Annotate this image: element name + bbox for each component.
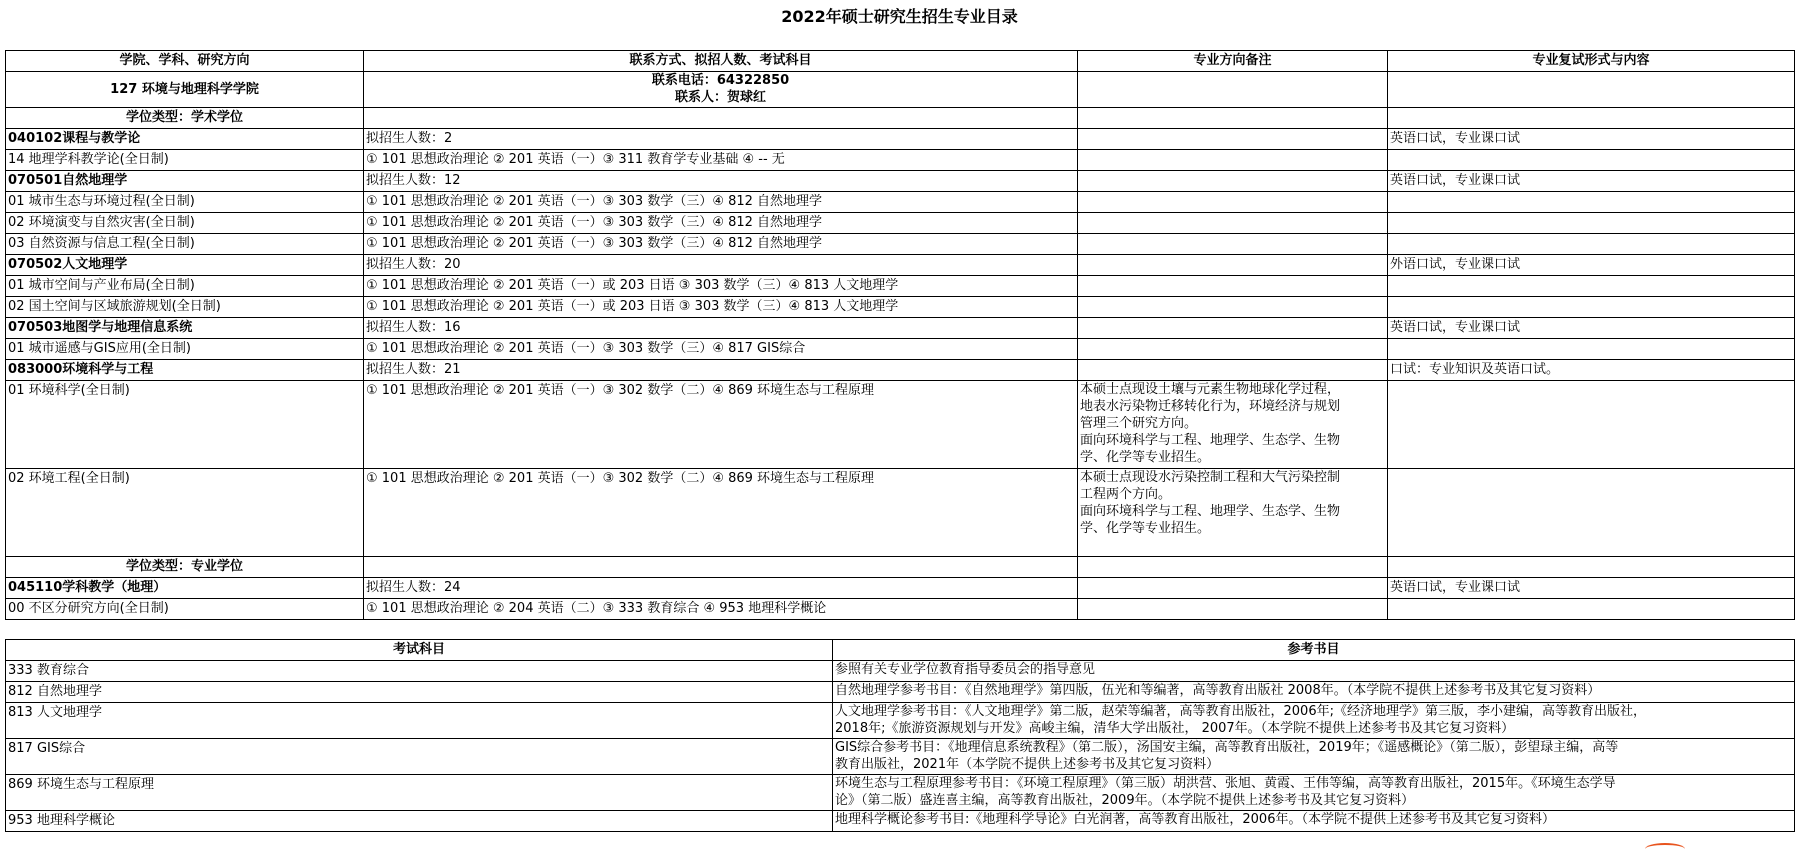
direction-row (6, 213, 1795, 234)
empty-cell (1388, 297, 1795, 318)
exam-subject: 817 GIS综合 (6, 739, 833, 775)
empty-cell (1388, 192, 1795, 213)
direction-note (1078, 381, 1388, 469)
direction-row (6, 234, 1795, 255)
retest-format: 英语口试，专业课口试 (1388, 318, 1795, 339)
reference-books (833, 661, 1795, 682)
empty-cell (1078, 318, 1388, 339)
empty-cell (1078, 255, 1388, 276)
reference-books-line: 环境生态与工程原理参考书目：《环境工程原理》（第三版）胡洪营、张旭、黄霞、王伟等编，高等教育出版社，2015年。《环境生态学导 (835, 776, 1616, 791)
major-row (6, 360, 1795, 381)
direction-name: 00 不区分研究方向(全日制) (6, 599, 364, 620)
enroll-count: 拟招生人数：16 (364, 318, 1078, 339)
exam-subjects: ① 101 思想政治理论 ② 201 英语（一）③ 302 数学（二）④ 869 环境生态与工程原理 (364, 469, 1078, 557)
reference-books (833, 811, 1795, 832)
retest-format: 外语口试，专业课口试 (1388, 255, 1795, 276)
reference-header-row (6, 640, 1795, 661)
empty-cell (1078, 276, 1388, 297)
enroll-count: 拟招生人数：2 (364, 129, 1078, 150)
catalog-table (5, 50, 1795, 620)
direction-note-line: 本硕士点现设水污染控制工程和大气污染控制 (1080, 470, 1341, 485)
empty-cell (1388, 339, 1795, 360)
empty-cell (1388, 276, 1795, 297)
reference-books-line: 2018年;《旅游资源规划与开发》高峻主编，清华大学出版社， 2007年。（本学院不提供上述参考书及其它复习资料） (835, 721, 1515, 736)
direction-row (6, 150, 1795, 171)
header-direction-notes: 专业方向备注 (1078, 51, 1388, 72)
direction-name: 01 环境科学(全日制) (6, 381, 364, 469)
empty-cell (1388, 150, 1795, 171)
reference-books-body (6, 640, 1795, 832)
header-retest: 专业复试形式与内容 (1388, 51, 1795, 72)
pen-mark (1645, 843, 1685, 855)
direction-row (6, 469, 1795, 557)
reference-books (833, 682, 1795, 703)
table-header-row (6, 51, 1795, 72)
retest-format: 口试：专业知识及英语口试。 (1388, 360, 1795, 381)
header-college-discipline: 学院、学科、研究方向 (6, 51, 364, 72)
direction-row (6, 381, 1795, 469)
reference-books (833, 775, 1795, 811)
empty-cell (1078, 599, 1388, 620)
direction-row (6, 276, 1795, 297)
catalog-table-body (6, 51, 1795, 620)
exam-subject: 953 地理科学概论 (6, 811, 833, 832)
reference-books-line: 人文地理学参考书目：《人文地理学》第二版，赵荣等编著，高等教育出版社，2006年;《经济地理学》第三版，李小建编，高等教育出版社， (835, 704, 1646, 719)
reference-books-table (5, 639, 1795, 832)
empty-cell (1078, 360, 1388, 381)
degree-type-academic-row (6, 108, 1795, 129)
empty-cell (1078, 234, 1388, 255)
reference-books-line: GIS综合参考书目：《地理信息系统教程》（第二版），汤国安主编，高等教育出版社，2019年；《遥感概论》（第二版），彭望琭主编，高等 (835, 740, 1619, 755)
direction-row (6, 599, 1795, 620)
reference-row (6, 682, 1795, 703)
empty-cell (1078, 339, 1388, 360)
reference-books (833, 703, 1795, 739)
exam-subjects: ① 101 思想政治理论 ② 201 英语（一）③ 303 数学（三）④ 817 GIS综合 (364, 339, 1078, 360)
enroll-count: 拟招生人数：21 (364, 360, 1078, 381)
reference-books (833, 739, 1795, 775)
retest-format: 英语口试，专业课口试 (1388, 578, 1795, 599)
exam-subject: 812 自然地理学 (6, 682, 833, 703)
header-exam-subject: 考试科目 (6, 640, 833, 661)
direction-name: 01 城市空间与产业布局(全日制) (6, 276, 364, 297)
exam-subjects: ① 101 思想政治理论 ② 201 英语（一）③ 303 数学（三）④ 812 自然地理学 (364, 213, 1078, 234)
degree-type-professional-row (6, 557, 1795, 578)
major-name: 070503地图学与地理信息系统 (6, 318, 364, 339)
empty-cell (1078, 578, 1388, 599)
direction-name: 03 自然资源与信息工程(全日制) (6, 234, 364, 255)
exam-subjects: ① 101 思想政治理论 ② 201 英语（一）或 203 日语 ③ 303 数学（三）④ 813 人文地理学 (364, 276, 1078, 297)
retest-format: 英语口试，专业课口试 (1388, 171, 1795, 192)
exam-subjects: ① 101 思想政治理论 ② 201 英语（一）③ 303 数学（三）④ 812 自然地理学 (364, 234, 1078, 255)
reference-row (6, 811, 1795, 832)
reference-books-line: 参照有关专业学位教育指导委员会的指导意见 (835, 662, 1096, 677)
exam-subjects: ① 101 思想政治理论 ② 201 英语（一）或 203 日语 ③ 303 数学（三）④ 813 人文地理学 (364, 297, 1078, 318)
degree-type-academic: 学位类型：学术学位 (6, 108, 364, 129)
empty-cell (1388, 213, 1795, 234)
degree-type-professional: 学位类型：专业学位 (6, 557, 364, 578)
empty-cell (1078, 297, 1388, 318)
reference-row (6, 703, 1795, 739)
college-name: 127 环境与地理科学学院 (6, 72, 364, 108)
direction-note (1078, 469, 1388, 557)
exam-subjects: ① 101 思想政治理论 ② 201 英语（一）③ 303 数学（三）④ 812 自然地理学 (364, 192, 1078, 213)
direction-note-line: 面向环境科学与工程、地理学、生态学、生物 (1080, 504, 1341, 519)
major-row (6, 129, 1795, 150)
enroll-count: 拟招生人数：12 (364, 171, 1078, 192)
exam-subjects: ① 101 思想政治理论 ② 201 英语（一）③ 302 数学（二）④ 869 环境生态与工程原理 (364, 381, 1078, 469)
empty-cell (1388, 108, 1795, 129)
major-name: 070501自然地理学 (6, 171, 364, 192)
major-row (6, 318, 1795, 339)
major-row (6, 255, 1795, 276)
direction-name: 14 地理学科教学论(全日制) (6, 150, 364, 171)
reference-row (6, 775, 1795, 811)
empty-cell (1388, 381, 1795, 469)
exam-subject: 333 教育综合 (6, 661, 833, 682)
empty-cell (1388, 599, 1795, 620)
reference-row (6, 739, 1795, 775)
empty-cell (1388, 557, 1795, 578)
empty-cell (1388, 469, 1795, 557)
exam-subject: 813 人文地理学 (6, 703, 833, 739)
major-row (6, 171, 1795, 192)
direction-note-line: 管理三个研究方向。 (1080, 416, 1198, 431)
direction-note-line: 学、化学等专业招生。 (1080, 450, 1211, 465)
major-name: 083000环境科学与工程 (6, 360, 364, 381)
college-phone: 联系电话：64322850 (651, 73, 790, 88)
exam-subject: 869 环境生态与工程原理 (6, 775, 833, 811)
major-name: 070502人文地理学 (6, 255, 364, 276)
enroll-count: 拟招生人数：20 (364, 255, 1078, 276)
direction-name: 01 城市生态与环境过程(全日制) (6, 192, 364, 213)
direction-note-line: 地表水污染物迁移转化行为，环境经济与规划 (1080, 399, 1341, 414)
empty-cell (1078, 171, 1388, 192)
direction-row (6, 192, 1795, 213)
direction-name: 02 环境演变与自然灾害(全日制) (6, 213, 364, 234)
empty-cell (1078, 192, 1388, 213)
direction-note-line: 本硕士点现设土壤与元素生物地球化学过程， (1080, 382, 1341, 397)
direction-row (6, 339, 1795, 360)
reference-books-line: 教育出版社，2021年（本学院不提供上述参考书及其它复习资料） (835, 757, 1220, 772)
direction-note-line: 工程两个方向。 (1080, 487, 1172, 502)
empty-cell (1078, 129, 1388, 150)
direction-name: 01 城市遥感与GIS应用(全日制) (6, 339, 364, 360)
major-name: 045110学科教学（地理） (6, 578, 364, 599)
exam-subjects: ① 101 思想政治理论 ② 201 英语（一）③ 311 教育学专业基础 ④ -- 无 (364, 150, 1078, 171)
reference-books-line: 地理科学概论参考书目:《地理科学导论》白光润著，高等教育出版社，2006年。（本学院不提供上述参考书及其它复习资料） (835, 812, 1555, 827)
direction-name: 02 国土空间与区域旅游规划(全日制) (6, 297, 364, 318)
direction-row (6, 297, 1795, 318)
empty-cell (1078, 108, 1388, 129)
empty-cell (1388, 234, 1795, 255)
college-contact-person: 联系人：贺球红 (674, 90, 766, 105)
major-row (6, 578, 1795, 599)
page-title: 2022年硕士研究生招生专业目录 (781, 7, 1018, 26)
retest-format: 英语口试，专业课口试 (1388, 129, 1795, 150)
reference-row (6, 661, 1795, 682)
college-contact (364, 72, 1078, 108)
college-row (6, 72, 1795, 108)
reference-books-line: 自然地理学参考书目：《自然地理学》第四版，伍光和等编著，高等教育出版社 2008年。（本学院不提供上述参考书及其它复习资料） (835, 683, 1601, 698)
major-name: 040102课程与教学论 (6, 129, 364, 150)
empty-cell (1078, 150, 1388, 171)
direction-note-line: 学、化学等专业招生。 (1080, 521, 1211, 536)
empty-cell (1078, 557, 1388, 578)
empty-cell (364, 108, 1078, 129)
enroll-count: 拟招生人数：24 (364, 578, 1078, 599)
exam-subjects: ① 101 思想政治理论 ② 204 英语（二）③ 333 教育综合 ④ 953 地理科学概论 (364, 599, 1078, 620)
header-contact-exams: 联系方式、拟招人数、考试科目 (364, 51, 1078, 72)
direction-name: 02 环境工程(全日制) (6, 469, 364, 557)
reference-books-line: 论》（第二版）盛连喜主编，高等教育出版社，2009年。（本学院不提供上述参考书及其它复习资料） (835, 793, 1415, 808)
header-reference-books: 参考书目 (833, 640, 1795, 661)
empty-cell (1078, 213, 1388, 234)
empty-cell (364, 557, 1078, 578)
direction-note-line: 面向环境科学与工程、地理学、生态学、生物 (1080, 433, 1341, 448)
